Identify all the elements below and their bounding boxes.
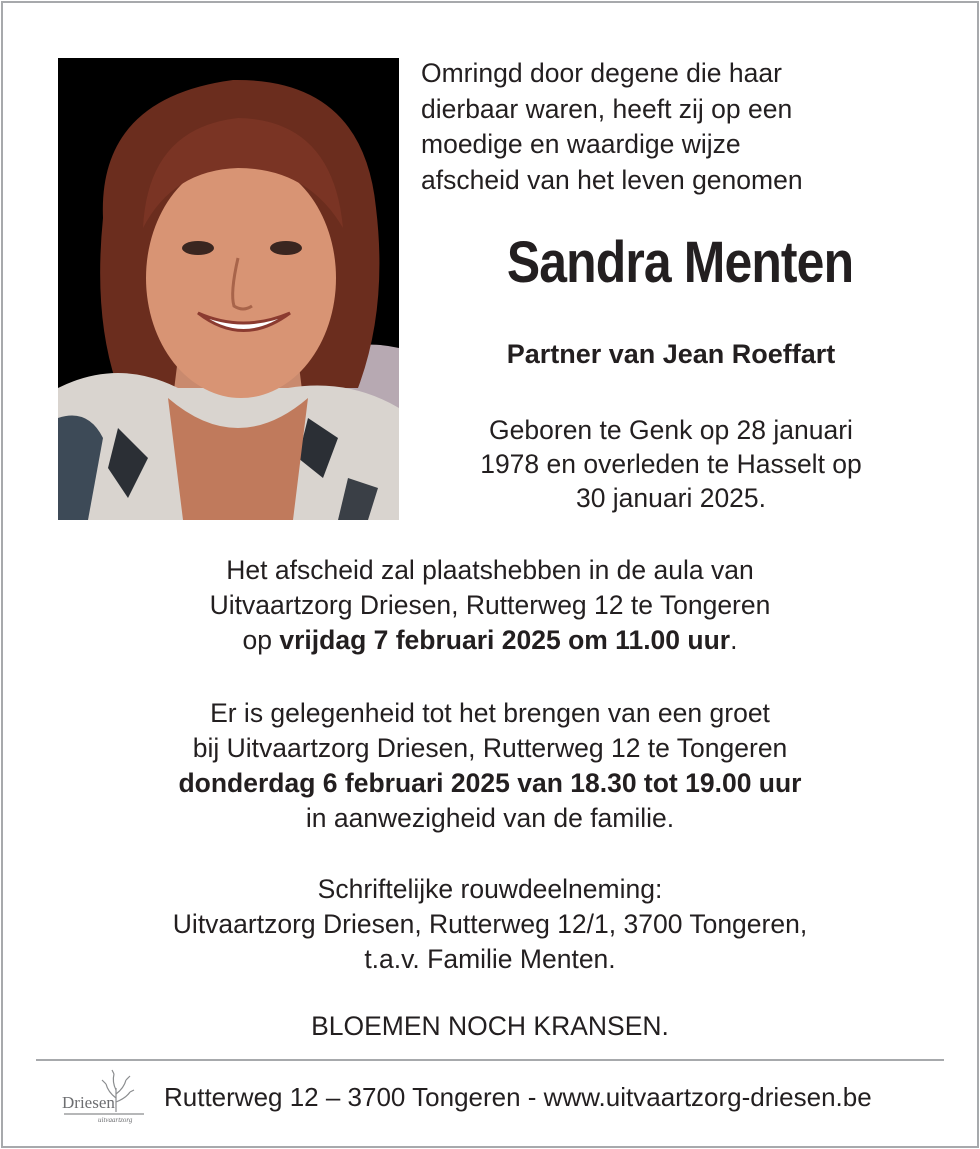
greeting-line: Er is gelegenheid tot het brengen van een groet	[210, 698, 770, 728]
birth-death-line: 30 januari 2025.	[575, 483, 767, 513]
farewell-line: Uitvaartzorg Driesen, Rutterweg 12 te Tongeren	[209, 590, 771, 620]
intro-line: dierbaar waren, heeft zij op een	[421, 93, 793, 124]
deceased-name: Sandra Menten	[506, 230, 854, 295]
footer-divider	[36, 1059, 944, 1061]
farewell-date-line	[0, 623, 980, 658]
condolences-line: Schriftelijke rouwdeelneming:	[317, 874, 663, 904]
farewell-block	[0, 553, 980, 658]
intro-line: Omringd door degene die haar	[421, 58, 782, 88]
greeting-datetime: donderdag 6 februari 2025 van 18.30 tot 19.00 uur	[178, 768, 802, 798]
partner-line: Partner van Jean Roeffart	[506, 339, 836, 369]
greeting-block	[0, 696, 980, 836]
logo-text: Driesen	[62, 1093, 115, 1112]
farewell-line: Het afscheid zal plaatshebben in de aula van	[226, 555, 754, 585]
driesen-logo	[60, 1068, 146, 1128]
flowers-note: BLOEMEN NOCH KRANSEN.	[311, 1011, 669, 1041]
intro-line: moedige en waardige wijze	[421, 129, 741, 159]
logo-subtext: uitvaartzorg	[98, 1116, 133, 1124]
birth-death-text	[421, 413, 921, 515]
condolences-block	[0, 872, 980, 977]
greeting-line: bij Uitvaartzorg Driesen, Rutterweg 12 te Tongeren	[192, 733, 788, 763]
footer-address: Rutterweg 12 – 3700 Tongeren - www.uitvaartzorg-driesen.be	[164, 1082, 872, 1112]
intro-line: afscheid van het leven genomen	[421, 164, 803, 195]
portrait-illustration	[58, 58, 399, 520]
farewell-prefix: op	[242, 625, 280, 655]
condolences-line: t.a.v. Familie Menten.	[364, 944, 616, 974]
greeting-line: in aanwezigheid van de familie.	[305, 803, 675, 833]
condolences-line: Uitvaartzorg Driesen, Rutterweg 12/1, 3700 Tongeren,	[172, 909, 808, 939]
farewell-suffix: .	[730, 625, 738, 655]
birth-death-line: 1978 en overleden te Hasselt op	[480, 449, 862, 479]
farewell-datetime: vrijdag 7 februari 2025 om 11.00 uur	[279, 625, 731, 655]
portrait-photo	[58, 58, 399, 520]
tree-logo-icon	[60, 1068, 146, 1128]
intro-text	[421, 56, 941, 198]
birth-death-line: Geboren te Genk op 28 januari	[489, 415, 853, 445]
